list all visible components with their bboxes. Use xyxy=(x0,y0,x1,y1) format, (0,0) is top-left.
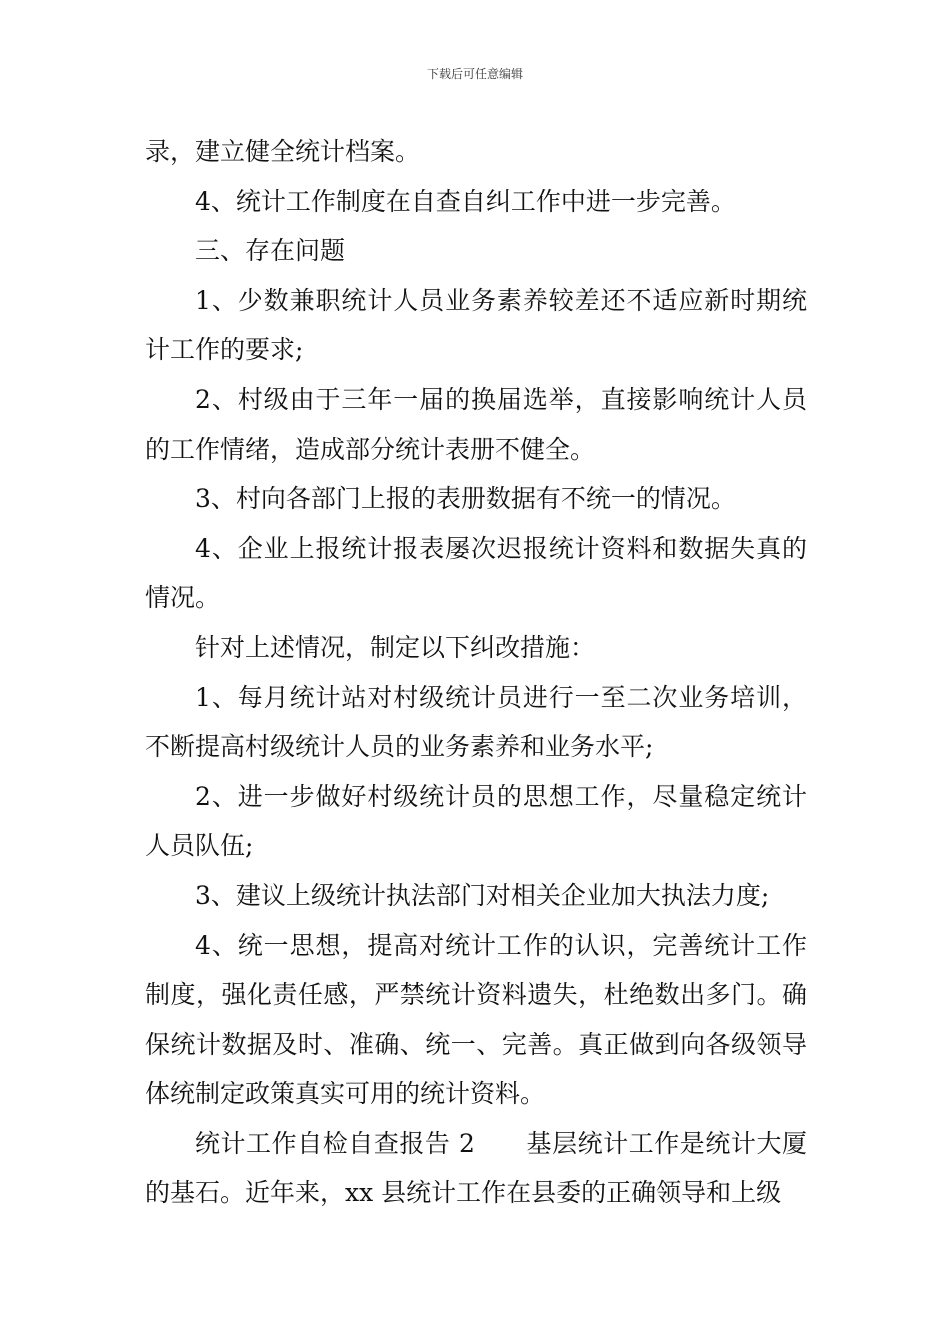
document-body xyxy=(145,127,807,1218)
paragraph: 1、每月统计站对村级统计员进行一至二次业务培训，不断提高村级统计人员的业务素养和业务水平; xyxy=(145,682,807,762)
paragraph: 统计工作自检自查报告 2 基层统计工作是统计大厦的基石。近年来，xx 县统计工作在县委的正确领导和上级 xyxy=(145,1128,807,1208)
paragraph: 4、统计工作制度在自查自纠工作中进一步完善。 xyxy=(195,186,736,216)
paragraph: 4、企业上报统计报表屡次迟报统计资料和数据失真的情况。 xyxy=(145,533,807,613)
paragraph: 2、进一步做好村级统计员的思想工作，尽量稳定统计人员队伍; xyxy=(145,781,807,861)
section-heading: 三、存在问题 xyxy=(195,236,346,266)
paragraph: 1、少数兼职统计人员业务素养较差还不适应新时期统计工作的要求; xyxy=(145,285,807,365)
paragraph: 4、统一思想，提高对统计工作的认识，完善统计工作制度，强化责任感，严禁统计资料遗失，杜绝数出多门。确保统计数据及时、准确、统一、完善。真正做到向各级领导体统制定政策真实可用的统计资料。 xyxy=(145,930,807,1109)
paragraph: 3、村向各部门上报的表册数据有不统一的情况。 xyxy=(195,484,736,514)
paragraph: 针对上述情况，制定以下纠改措施： xyxy=(195,632,596,662)
paragraph: 录，建立健全统计档案。 xyxy=(145,137,421,166)
paragraph: 3、建议上级统计执法部门对相关企业加大执法力度; xyxy=(195,880,770,910)
paragraph: 2、村级由于三年一届的换届选举，直接影响统计人员的工作情绪，造成部分统计表册不健全。 xyxy=(145,384,807,464)
page-header: 下载后可任意编辑 xyxy=(426,67,523,81)
